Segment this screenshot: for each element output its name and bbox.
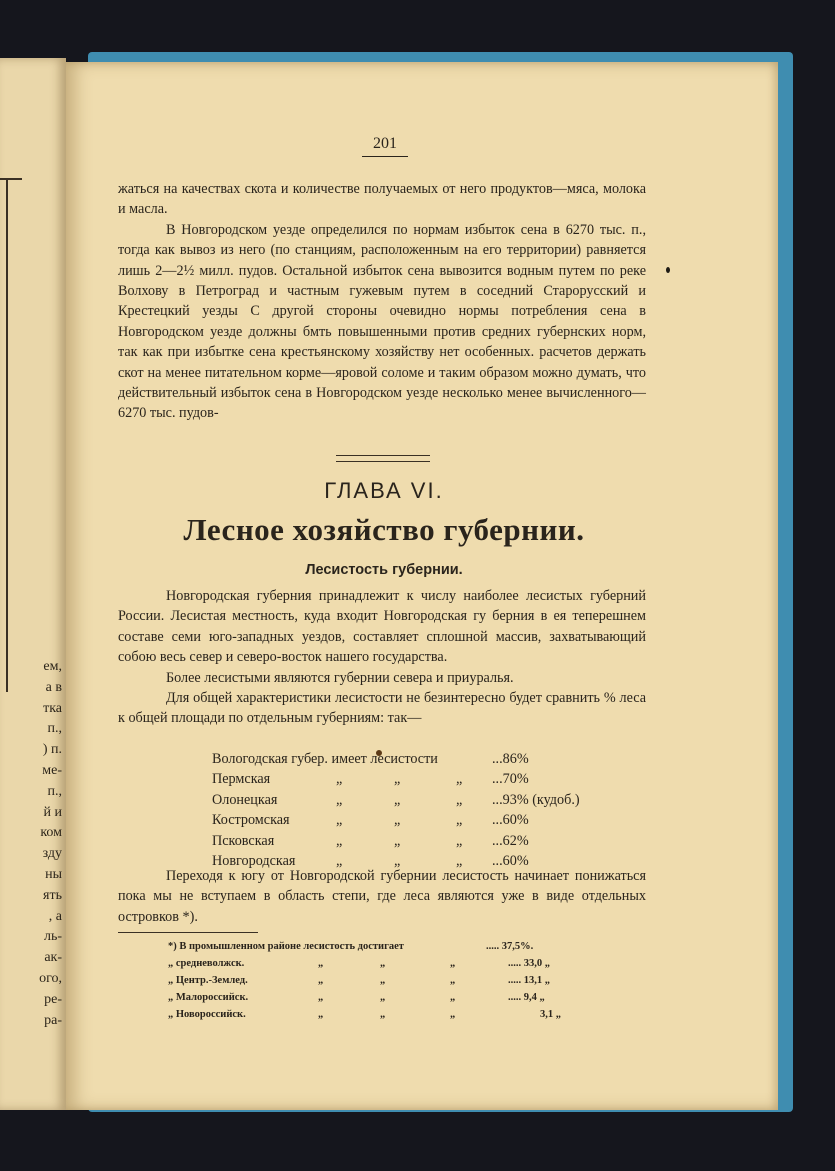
footnote-value: ..... 33,0 „ (508, 958, 550, 969)
ditto-mark: „ (394, 832, 401, 849)
ditto-mark: „ (394, 812, 401, 829)
region-name: Олонецкая (212, 791, 278, 808)
chapter-label: ГЛАВА VI. (324, 478, 444, 503)
region-name: Псковская (212, 832, 275, 849)
ditto-mark: „ (394, 852, 401, 869)
left-page-fragment: ем, (43, 659, 62, 674)
left-page-fragment: , а (48, 908, 62, 924)
left-page (0, 58, 66, 1110)
left-page-fragment: а в (45, 679, 62, 695)
left-page-fragment: ме- (42, 763, 62, 778)
ditto-mark: „ (450, 958, 456, 969)
left-page-frame-line (6, 180, 8, 692)
ditto-mark: „ (380, 975, 386, 986)
forest-percent: ...86% (492, 751, 529, 767)
text-block-bottom (118, 866, 646, 927)
paragraph-south: Переходя к югу от Новгородской губернии лесистость начинает понижаться пока мы не вступаем в область степи, где леса являются уже в виде отдельных островков *). (118, 868, 646, 925)
paragraph-continuation: жаться на качествах скота и количестве получаемых от него продуктов—мяса, молока и масла. (118, 181, 646, 218)
ditto-mark: „ (318, 992, 324, 1003)
ditto-mark: „ (336, 771, 343, 788)
ditto-mark: „ (380, 958, 386, 969)
ditto-mark: „ (318, 975, 324, 986)
footnote-label: „ Новороссийск. (168, 1009, 246, 1020)
left-page-fragment: зду (42, 846, 62, 862)
footnote-rule (118, 932, 258, 933)
left-page-fragment: ого, (39, 971, 62, 986)
footnote-label: „ Малороссийск. (168, 992, 249, 1003)
ditto-mark: „ (336, 832, 343, 849)
left-page-fragment: й и (43, 804, 62, 820)
left-page-fragment: ра- (44, 1012, 62, 1028)
paragraph-hay-surplus: В Новгородском уезде определился по нормам избыток сена в 6270 тыс. п., тогда как вывоз из него (по станциям, расположенным на его территории) равняется лишь 2—2½ милл. пудов. Остальной избыток сена вывозится водным путем по реке Волхову в Петроград и частным гужевым путем в соседний Старорусский и Крестецкий уезды С другой стороны очевидно нормы потребления сена в Новгородском уезде должны бмть повышенными против средних губернских норм, так как при избытке сена крестьянскому хозяйству нет особенных. расчетов держать скот на менее питательном корме—яровой соломе и таким образом можно думать, что действительный избыток сена в Новгородском уезде несколько менее вычисленного—6270 тыс. пудов- (118, 221, 646, 422)
ditto-mark: „ (450, 992, 456, 1003)
ditto-mark: „ (380, 992, 386, 1003)
chapter-title: Лесное хозяйство губернии. (183, 512, 585, 547)
text-block-top (118, 179, 646, 424)
paragraph-north: Более лесистыми являются губернии севера и приуралья. (166, 669, 514, 686)
ditto-mark: „ (450, 975, 456, 986)
region-name: Новгородская (212, 852, 296, 869)
left-page-fragment: п., (47, 721, 62, 737)
ditto-mark: „ (394, 771, 401, 788)
left-page-fragment: ль- (43, 929, 62, 945)
footnote-label: *) В промышленном районе лесистость достигает (168, 941, 404, 952)
left-page-fragment: ны (45, 867, 62, 882)
ditto-mark: „ (380, 1009, 386, 1020)
footnote-value: ..... 37,5%. (486, 941, 534, 952)
ditto-mark: „ (456, 852, 463, 869)
ink-speck (666, 267, 670, 273)
ditto-mark: „ (456, 771, 463, 788)
ditto-mark: „ (336, 791, 343, 808)
ditto-mark: „ (336, 812, 343, 829)
ditto-mark: „ (450, 1009, 456, 1020)
footnote-value: ..... 13,1 „ (508, 975, 550, 986)
left-page-rule (0, 178, 22, 180)
forest-percent: ...60% (492, 852, 529, 869)
left-page-fragment: ять (43, 887, 62, 903)
ditto-mark: „ (394, 791, 401, 808)
paragraph-comparison: Для общей характеристики лесистости не безинтересно будет сравнить % леса к общей площади по отдельным губерниям: так— (118, 690, 646, 727)
footnote-value: 3,1 „ (540, 1009, 561, 1020)
left-page-fragment: тка (43, 700, 62, 716)
ditto-mark: „ (336, 852, 343, 869)
page-number: 201 (362, 135, 408, 157)
ditto-mark: „ (318, 1009, 324, 1020)
left-page-fragment: ак- (44, 950, 62, 966)
left-page-fragment: п., (47, 783, 62, 799)
forest-percent: ...60% (492, 812, 529, 829)
left-page-fragment: ком (40, 825, 62, 841)
footnote-label: „ Центр.-Землед. (168, 975, 248, 986)
left-page-fragment: ре- (44, 991, 62, 1007)
ditto-mark: „ (456, 791, 463, 808)
forest-percent: ...93% (кудоб.) (492, 791, 580, 808)
left-page-fragment: ) п. (42, 742, 62, 758)
forest-percent: ...62% (492, 832, 529, 849)
section-divider (336, 455, 430, 462)
region-name: Вологодская губер. имеет лесистости (212, 751, 438, 767)
paragraph-forest-intro: Новгородская губерния принадлежит к числу наиболее лесистых губерний России. Лесистая местность, куда входит Новгородская гу берния в ея теперешнем составе семи юго-западных уездов, составляет сплошной массив, захватывающий собою весь север и северо-восток нашего государства. (118, 588, 646, 666)
text-block-middle (118, 586, 646, 729)
ditto-mark: „ (318, 958, 324, 969)
section-title: Лесистость губернии. (305, 562, 463, 578)
region-name: Пермская (212, 771, 271, 788)
ditto-mark: „ (456, 812, 463, 829)
forest-percent: ...70% (492, 771, 529, 788)
footnote-label: „ средневолжск. (168, 958, 245, 969)
ditto-mark: „ (456, 832, 463, 849)
footnote-value: ..... 9,4 „ (508, 992, 545, 1003)
region-name: Костромская (212, 812, 290, 829)
